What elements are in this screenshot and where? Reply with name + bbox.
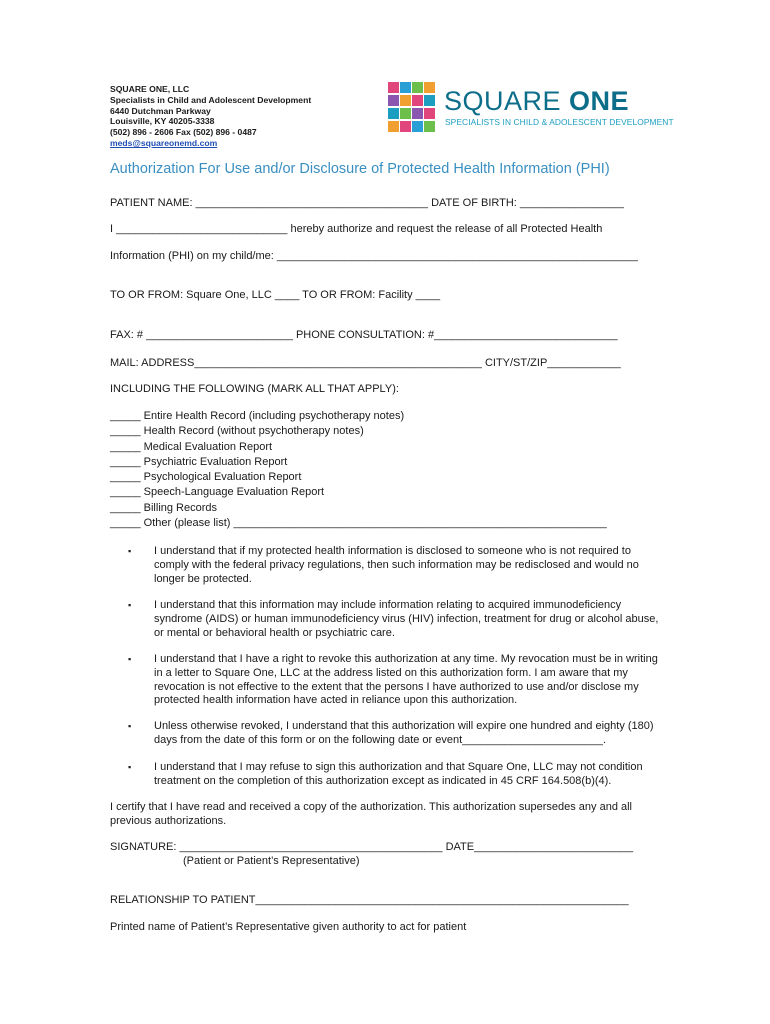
mail-address-field[interactable]: MAIL: ADDRESS_______________________________________________ CITY/ST/ZIP____________ [110, 357, 621, 369]
checklist-item-health-record[interactable]: _____ Health Record (without psychotherapy notes) [110, 425, 364, 438]
statement-expiration: Unless otherwise revoked, I understand that this authorization will expire one hundred and eighty (180) days from the date of this form or on the following date or event_______________________. [154, 720, 654, 746]
company-tagline: Specialists in Child and Adolescent Development [110, 94, 312, 105]
company-phone-fax: (502) 896 - 2606 Fax (502) 896 - 0487 [110, 127, 257, 138]
printed-name-caption: Printed name of Patient’s Representative given authority to act for patient [110, 921, 467, 933]
form-title: Authorization For Use and/or Disclosure of Protected Health Information (PHI) [110, 161, 610, 177]
company-name: SQUARE ONE, LLC [110, 84, 190, 94]
logo-word-bold: ONE [569, 86, 630, 116]
including-heading: INCLUDING THE FOLLOWING (MARK ALL THAT APPLY): [110, 383, 399, 395]
checklist-item-billing[interactable]: _____ Billing Records [110, 501, 218, 514]
bullet-icon: ▪ [128, 546, 132, 556]
patient-name-dob-field[interactable]: PATIENT NAME: ______________________________________ DATE OF BIRTH: _________________ [110, 197, 624, 209]
company-email-link[interactable]: meds@squareonemd.com [110, 137, 218, 148]
checklist-item-other[interactable]: _____ Other (please list) _____________________________________________________________ [110, 517, 607, 530]
checklist-item-medical-eval[interactable]: _____ Medical Evaluation Report [110, 440, 273, 453]
statement-revocation: I understand that I have a right to revoke this authorization at any time. My revocation must be in writing in a letter to Square One, LLC at the address listed on this authorization form. I am aware that my revocation is not effective to the extent that the persons I have authorized to use and/or disclose my protected health information have acted in reliance upon this authorization. [154, 653, 658, 707]
checklist-item-speech-eval[interactable]: _____ Speech-Language Evaluation Report [110, 486, 325, 499]
to-from-field[interactable]: TO OR FROM: Square One, LLC ____ TO OR FROM: Facility ____ [110, 289, 441, 301]
logo-word-light: SQUARE [444, 86, 570, 116]
company-street: 6440 Dutchman Parkway [110, 105, 211, 116]
child-info-field[interactable]: Information (PHI) on my child/me: ___________________________________________________________ [110, 250, 638, 262]
statement-sensitive-info: I understand that this information may include information relating to acquired immunodeficiency syndrome (AIDS) or human immunodeficiency virus (HIV) infection, treatment for drug or alcohol abuse, or mental or behavioral health or psychiatric care. [154, 599, 659, 639]
record-checklist [110, 409, 607, 531]
authorizer-name-field[interactable]: I ____________________________ hereby authorize and request the release of all Protected Health [110, 223, 603, 235]
bullet-icon: ▪ [128, 762, 132, 772]
logo-wordmark [444, 86, 629, 117]
relationship-field[interactable]: RELATIONSHIP TO PATIENT_____________________________________________________________ [110, 894, 629, 906]
signature-caption: (Patient or Patient’s Representative) [183, 855, 360, 867]
bullet-icon: ▪ [128, 721, 132, 731]
square-one-logo [388, 82, 674, 134]
company-city: Louisville, KY 40205-3338 [110, 116, 215, 127]
checklist-item-entire-record[interactable]: _____ Entire Health Record (including psychotherapy notes) [110, 410, 405, 422]
statement-redisclosure: I understand that if my protected health information is disclosed to someone who is not required to comply with the federal privacy regulations, then such information may be redisclosed and would no longer be protected. [154, 545, 639, 585]
fax-phone-field[interactable]: FAX: # ________________________ PHONE CONSULTATION: #______________________________ [110, 329, 618, 341]
statement-refusal: I understand that I may refuse to sign this authorization and that Square One, LLC may not condition treatment on the completion of this authorization except as indicated in 45 CRF 164.508(b)(4). [154, 761, 643, 787]
logo-tagline: SPECIALISTS IN CHILD & ADOLESCENT DEVELOPMENT [445, 117, 674, 127]
checklist-item-psychological-eval[interactable]: _____ Psychological Evaluation Report [110, 471, 302, 484]
company-address-block [110, 84, 311, 149]
checklist-item-psychiatric-eval[interactable]: _____ Psychiatric Evaluation Report [110, 455, 288, 468]
logo-mosaic-icon [388, 82, 436, 134]
bullet-icon: ▪ [128, 600, 132, 610]
signature-date-field[interactable]: SIGNATURE: ___________________________________________ DATE__________________________ [110, 841, 634, 853]
certification-text: I certify that I have read and received a copy of the authorization. This authorization supersedes any and all previous authorizations. [110, 801, 633, 827]
bullet-icon: ▪ [128, 654, 132, 664]
